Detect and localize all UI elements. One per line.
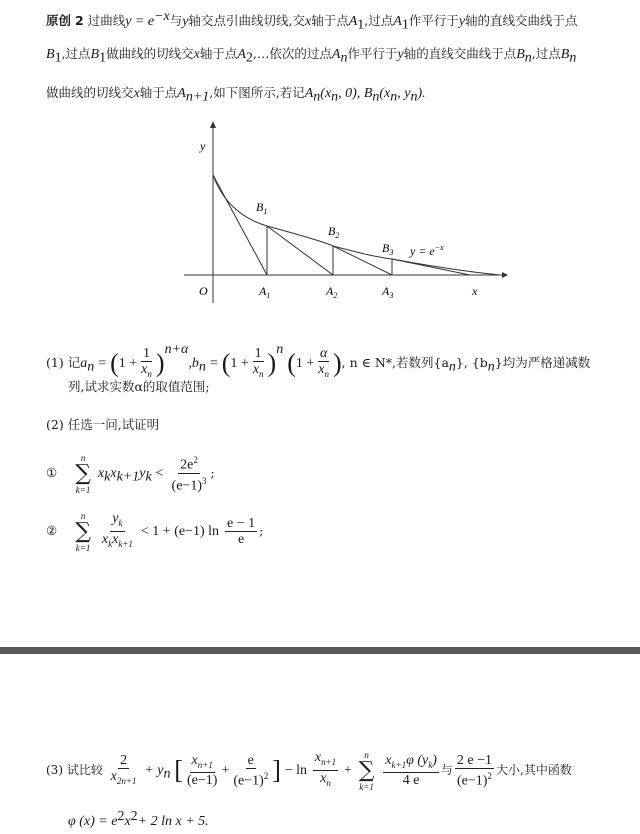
sigma-symbol: ∑ <box>75 518 91 544</box>
math: 2 <box>487 770 492 781</box>
math: n <box>163 766 171 782</box>
math: , y <box>397 86 411 101</box>
frac-num <box>190 753 215 774</box>
sum-upper: n <box>364 749 369 760</box>
text: 作平行于 <box>408 13 459 29</box>
tangent-line-2 <box>267 226 333 275</box>
math: n+1 <box>197 759 213 770</box>
fraction <box>109 753 139 789</box>
fraction <box>383 753 439 789</box>
math: 2 <box>263 770 269 781</box>
math: ) <box>432 752 437 768</box>
math: x <box>304 14 312 30</box>
math: x <box>110 466 117 481</box>
math: 1 <box>54 50 62 66</box>
math: a <box>80 356 88 371</box>
frac-num: 2 <box>120 752 128 768</box>
math: n <box>259 368 264 379</box>
math: + <box>221 763 230 778</box>
math: n <box>487 359 495 375</box>
math: n <box>569 50 577 66</box>
a1-sub: 1 <box>266 291 271 300</box>
frac-num <box>110 511 124 532</box>
text: ,过点 <box>61 46 91 61</box>
math: x <box>320 771 327 786</box>
math: (e−1) <box>456 773 488 789</box>
bracket: [ <box>174 755 183 785</box>
text: 轴于点 <box>199 46 238 61</box>
problem-intro-line-1 <box>46 8 578 35</box>
origin-label: O <box>199 284 208 298</box>
text: ; <box>259 523 264 538</box>
math: 1 + <box>118 356 138 371</box>
frac-num: 1 <box>143 345 151 361</box>
math: (x <box>320 86 332 101</box>
math: n <box>87 359 95 375</box>
math: n <box>313 89 321 105</box>
y-axis-arrow <box>210 121 216 128</box>
math: x <box>385 752 392 768</box>
math: x <box>101 532 109 547</box>
problem-label: 原创 <box>46 13 72 29</box>
frac-den <box>316 362 331 382</box>
problem-intro-line-2 <box>46 45 576 68</box>
math: n <box>448 359 456 375</box>
text: 做曲线的切线交 <box>46 85 134 100</box>
math: n <box>331 89 339 105</box>
circled-number: ① <box>46 465 58 480</box>
question-3-line-2 <box>68 808 209 831</box>
frac-num: 1 <box>254 345 262 361</box>
math: x <box>124 814 131 830</box>
math: n <box>372 89 380 105</box>
math: −x <box>154 9 170 24</box>
text: 轴交点引曲线切线,交 <box>188 13 305 29</box>
math: n+1 <box>321 757 337 767</box>
fraction <box>455 753 494 789</box>
math: k+1 <box>118 538 133 549</box>
tangent-line-1 <box>213 175 267 275</box>
math: k <box>104 469 111 485</box>
math: 3 <box>201 476 207 486</box>
sum-upper: n <box>80 452 86 463</box>
math: x <box>112 532 119 547</box>
a2-sub: 2 <box>333 291 338 300</box>
math: A <box>304 86 314 101</box>
text: 做曲线的切线交 <box>106 46 194 61</box>
math: n <box>340 50 348 66</box>
curve-label <box>409 243 444 258</box>
paren: ) <box>155 348 165 378</box>
math: (x <box>379 86 391 101</box>
frac-den: e <box>237 532 245 547</box>
math: n <box>326 777 331 788</box>
math: k+1 <box>391 759 407 770</box>
text: 任选一问,试证明 <box>67 417 160 432</box>
summation <box>75 453 91 495</box>
math: 2e <box>180 458 194 473</box>
math: y <box>182 14 189 30</box>
sum-lower: k=1 <box>75 484 91 495</box>
sigma-symbol: ∑ <box>358 757 375 783</box>
text: ,过点 <box>364 13 394 29</box>
sum-lower: k=1 <box>359 781 374 792</box>
math: n <box>324 368 329 379</box>
math: 2 <box>193 455 198 466</box>
text: }, {b <box>455 355 488 370</box>
frac-num: α <box>319 345 328 361</box>
math: n+α <box>164 342 189 357</box>
math: B <box>46 47 55 62</box>
math: y <box>112 511 119 527</box>
fraction <box>251 346 266 382</box>
math: x <box>110 768 117 784</box>
question-2-option-1 <box>46 452 215 494</box>
fraction <box>100 511 135 552</box>
circled-number: ② <box>46 523 58 538</box>
b1-label <box>256 200 267 216</box>
question-3-line-1 <box>46 748 572 792</box>
math: 1 <box>401 17 409 33</box>
fraction <box>231 753 270 789</box>
text: ; <box>210 465 215 480</box>
sum-lower: k=1 <box>75 542 91 553</box>
frac-num: 2 e −1 <box>456 752 492 768</box>
math: k <box>118 518 123 528</box>
paren: ( <box>221 348 231 378</box>
b2-letter: B <box>328 224 336 238</box>
math: 1 <box>99 50 107 66</box>
x-axis-label: x <box>472 284 478 298</box>
question-1-line-1 <box>46 332 591 379</box>
frac-den <box>455 769 494 789</box>
question-number: (2) <box>46 417 64 432</box>
b1-sub: 1 <box>263 207 268 216</box>
math: x <box>252 361 260 377</box>
math: < <box>155 466 164 481</box>
question-2-heading <box>46 416 159 434</box>
curve-label-base: y = e <box>410 244 435 258</box>
fraction <box>170 453 209 493</box>
frac-num: e <box>247 752 254 768</box>
math: = <box>209 356 218 371</box>
math: x <box>314 750 322 766</box>
math: B <box>90 47 100 62</box>
b1-letter: B <box>256 200 264 214</box>
frac-den <box>231 769 270 789</box>
frac-num <box>313 750 338 771</box>
frac-num <box>383 753 439 774</box>
math: y = e <box>125 14 155 30</box>
math: + 2 ln x + 5. <box>137 814 209 830</box>
tangent-line-4 <box>392 259 470 275</box>
problem-intro-line-3 <box>46 84 426 107</box>
frac-den <box>100 532 135 552</box>
problem-number: 2 <box>75 13 84 29</box>
text: }均为严格递减数 <box>494 355 591 370</box>
y-axis-label: y <box>200 139 206 153</box>
math: n <box>276 342 284 357</box>
text: 记 <box>67 355 81 370</box>
math: (e−1) <box>233 773 264 789</box>
text: 轴的直线交曲线于点 <box>465 13 578 29</box>
frac-den <box>109 769 139 789</box>
math: 1 <box>357 17 365 33</box>
tangent-figure <box>170 118 510 308</box>
frac-num <box>178 453 200 474</box>
frac-num: e − 1 <box>227 516 256 531</box>
question-2-option-2 <box>46 510 263 552</box>
math: B <box>516 47 525 62</box>
math: φ (y <box>406 752 429 768</box>
math: A <box>393 14 402 30</box>
math: x <box>318 361 325 377</box>
math: y <box>139 466 146 481</box>
math: k <box>145 469 152 485</box>
text: 过曲线 <box>87 13 126 29</box>
math: x <box>133 86 140 101</box>
question-number: (1) <box>46 355 64 370</box>
text: 作平行于 <box>347 46 398 61</box>
text: ,如下图所示,若记 <box>209 85 305 100</box>
math: 2 <box>130 809 138 824</box>
math: n+1 <box>185 89 210 105</box>
a1-letter: A <box>259 284 267 298</box>
math: y <box>397 47 404 62</box>
text: 轴的直线交曲线于点 <box>403 46 517 61</box>
text: 大小,其中函数 <box>496 763 572 777</box>
math: k+1 <box>116 469 140 485</box>
text: 轴于点 <box>311 13 349 29</box>
sum-upper: n <box>80 510 86 521</box>
summation <box>359 750 375 792</box>
math: ,b <box>188 356 199 371</box>
math: + <box>344 763 352 778</box>
math: 2n+1 <box>116 775 137 786</box>
math: n <box>147 368 152 379</box>
math: n <box>410 89 418 105</box>
math: B <box>560 47 570 62</box>
text: 试比较 <box>66 763 103 777</box>
fraction <box>225 516 257 547</box>
math: k <box>428 759 433 770</box>
text: ,过点 <box>531 46 561 61</box>
math: 1 + <box>295 356 315 371</box>
page-divider <box>0 647 640 654</box>
math: k <box>108 538 113 549</box>
math: , 0), B <box>338 86 373 101</box>
math: − ln <box>284 763 308 778</box>
paren: ) <box>267 348 277 378</box>
math: 2 <box>117 809 125 824</box>
math: < 1 + (e−1) ln <box>140 524 220 539</box>
math: y <box>458 14 466 30</box>
math: A <box>177 86 186 101</box>
text: ,…依次的过点 <box>252 46 332 61</box>
frac-den <box>251 362 266 382</box>
math: x <box>193 47 200 62</box>
paren: ) <box>332 348 342 378</box>
question-number: (3) <box>46 763 63 777</box>
b3-label <box>382 241 393 257</box>
curve-label-exp: −x <box>434 243 444 252</box>
text: 轴于点 <box>139 85 178 100</box>
text: 与 <box>169 13 183 29</box>
math: φ (x) = e <box>68 814 118 830</box>
fraction <box>313 750 338 791</box>
fraction <box>185 753 219 789</box>
math: (e−1) <box>171 478 202 494</box>
a3-label <box>381 284 393 300</box>
paren: ( <box>110 348 119 378</box>
a1-label <box>258 284 270 300</box>
frac-den <box>318 771 333 791</box>
a3-sub: 3 <box>389 291 394 300</box>
a2-label <box>325 284 337 300</box>
math: x <box>97 466 105 481</box>
text: 与 <box>440 763 453 777</box>
exp-curve <box>213 175 500 275</box>
math: x <box>191 752 198 768</box>
frac-den <box>170 474 209 494</box>
math: A <box>331 47 341 62</box>
b2-label <box>328 224 339 240</box>
summation <box>75 511 91 553</box>
math: ). <box>417 86 426 101</box>
x-axis-arrow <box>502 272 508 278</box>
sigma-symbol: ∑ <box>75 460 91 486</box>
b3-letter: B <box>382 241 390 255</box>
text: , n ∈ N*,若数列{a <box>341 355 449 370</box>
math: + y <box>144 763 164 778</box>
math: n <box>524 50 532 66</box>
math: n <box>198 359 206 375</box>
a2-letter: A <box>326 284 334 298</box>
paren: ( <box>287 348 296 378</box>
a3-letter: A <box>382 284 390 298</box>
b3-sub: 3 <box>389 248 394 257</box>
math: = <box>98 356 107 371</box>
fraction <box>139 346 154 382</box>
b2-sub: 2 <box>335 231 340 240</box>
math: n <box>390 89 398 105</box>
math: 1 + <box>230 356 249 371</box>
math: A <box>237 47 246 62</box>
math: x <box>141 361 148 377</box>
frac-den: 4 e <box>402 773 420 789</box>
fraction <box>316 346 331 382</box>
bracket: ] <box>272 755 281 785</box>
math: 2 <box>245 50 253 66</box>
frac-den: (e−1) <box>186 773 218 789</box>
question-1-line-2: 列,试求实数α的取值范围; <box>68 379 210 394</box>
math: A <box>348 14 358 30</box>
